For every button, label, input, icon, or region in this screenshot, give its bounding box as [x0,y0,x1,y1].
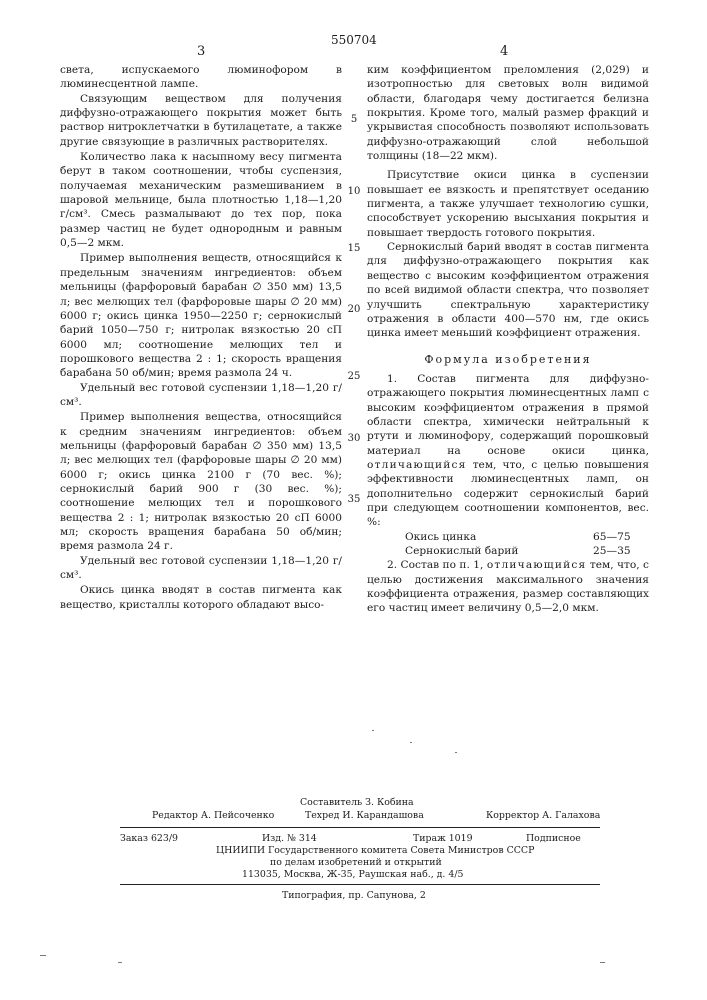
formula-heading: Формула изобретения [367,353,649,367]
order-number: Заказ 623/9 [120,833,178,845]
scan-speck [600,962,605,963]
page-number-right: 4 [500,44,508,59]
line-number: 20 [343,304,365,315]
tech-editor: Техред И. Карандашова [305,810,424,822]
claim-keyword: отличающийся [487,559,587,571]
claim-text: тем, что, с целью повышения эффективности люминесцентных ламп, он дополнительно содержит сернокислый барий при следующем соотношении компонентов, вес. %: [367,459,649,528]
line-number: 10 [343,186,365,197]
paragraph: Удельный вес готовой суспензии 1,18—1,20 г/см³. [60,381,342,410]
corrector: Корректор А. Галахова [486,810,600,822]
scan-speck [372,730,374,731]
patent-page [0,0,707,1000]
claim-text: 1. Состав пигмента для диффузно-отражающего покрытия люминесцентных ламп с высоким коэффициентом отражения в прямой области спектра, химически нейтральный к ртути и люминофору, содержащий порошковый материал на основе окиси цинка, [367,373,649,457]
line-number: 5 [343,114,365,125]
compiler: Составитель З. Кобина [300,797,414,809]
paragraph: ким коэффициентом преломления (2,029) и изотропностью для световых волн видимой области, благодаря чему достигается белизна покрытия. Кроме того, малый размер фракций и укрывистая способность позволяют использовать диффузно-отражающий слой небольшой толщины (18—22 мкм). [367,63,649,163]
claim-1 [367,372,649,530]
page-number-left: 3 [197,44,205,59]
line-number: 30 [343,433,365,444]
claim-text: 2. Состав по п. 1, [387,559,483,571]
claim-text: тем, что, с целью достижения максимального значения коэффициента отражения, размер составляющих его частиц имеет величину 0,5—2,0 мкм. [367,559,649,614]
left-column [60,63,342,612]
subscription-note: Подписное [526,833,581,845]
paragraph: Количество лака к насыпному весу пигмента берут в таком соотношении, чтобы суспензия, получаемая механическим размешиванием в шаровой мельнице, была плотностью 1,18—1,20 г/см³. Смесь размалывают до тех пор, пока размер частиц не будет однородным и равным 0,5—2 мкм. [60,150,342,250]
scan-speck [410,742,412,743]
divider [120,827,600,828]
patent-number: 550704 [331,33,377,47]
paragraph: Сернокислый барий вводят в состав пигмента для диффузно-отражающего покрытия как вещество с высоким коэффициентом отражения по всей видимой области спектра, что позволяет улучшить спектральную характеристику отражения в области 400—570 нм, где окись цинка имеет меньший коэффициент отражения. [367,240,649,340]
address: 113035, Москва, Ж-35, Раушская наб., д. 4/5 [242,869,463,881]
scan-speck [118,962,122,963]
editor: Редактор А. Пейсоченко [152,810,274,822]
scan-speck [455,752,457,753]
organization: ЦНИИПИ Государственного комитета Совета Министров СССР [216,845,534,857]
paragraph: Присутствие окиси цинка в суспензии повышает ее вязкость и препятствует оседанию пигмента, а также улучшает технологию сушки, способствует ускорению высыхания покрытия и повышает твердость готового покрытия. [367,168,649,240]
paragraph: Пример выполнения вещества, относящийся к средним значениям ингредиентов: объем мельницы (фарфоровый барабан ∅ 350 мм) 13,5 л; вес мелющих тел (фарфоровые шары ∅ 20 мм) 6000 г; окись цинка 2100 г (70 вес. %); сернокислый барий 900 г (30 вес. %); соотношение мелющих тел и порошкового вещества 2 : 1; нитролак вязкостью 20 сП 6000 мл; скорость вращения барабана 50 об/мин; время размола 24 г. [60,410,342,553]
edition-number: Изд. № 314 [262,833,317,845]
component-range: 25—35 [593,544,649,558]
claim-2 [367,558,649,615]
paragraph: Удельный вес готовой суспензии 1,18—1,20 г/см³. [60,554,342,583]
right-column [367,63,649,616]
claim-keyword: отличающийся [367,459,467,471]
paragraph: света, испускаемого люминофором в люминесцентной лампе. [60,63,342,92]
component-range: 65—75 [593,530,649,544]
paragraph: Связующим веществом для получения диффузно-отражающего покрытия может быть раствор нитроклетчатки в бутилацетате, а также другие связующие в различных растворителях. [60,92,342,149]
component-name: Сернокислый барий [367,544,593,558]
paragraph: Пример выполнения веществ, относящийся к предельным значениям ингредиентов: объем мельницы (фарфоровый барабан ∅ 350 мм) 13,5 л; вес мелющих тел (фарфоровые шары ∅ 20 мм) 6000 г; окись цинка 1950—2250 г; сернокислый барий 1050—750 г; нитролак вязкостью 20 сП 6000 мл; соотношение мелющих тел и порошкового вещества 2 : 1; скорость вращения барабана 50 об/мин; время размола 24 ч. [60,251,342,380]
typography: Типография, пр. Сапунова, 2 [282,890,426,902]
scan-speck [40,955,46,956]
print-run: Тираж 1019 [413,833,473,845]
component-row [367,544,649,558]
line-number: 25 [343,371,365,382]
divider [120,884,600,885]
line-number: 15 [343,243,365,254]
component-row [367,530,649,544]
organization-dept: по делам изобретений и открытий [270,857,442,869]
component-name: Окись цинка [367,530,593,544]
paragraph: Окись цинка вводят в состав пигмента как вещество, кристаллы которого обладают высо- [60,583,342,612]
line-number: 35 [343,494,365,505]
